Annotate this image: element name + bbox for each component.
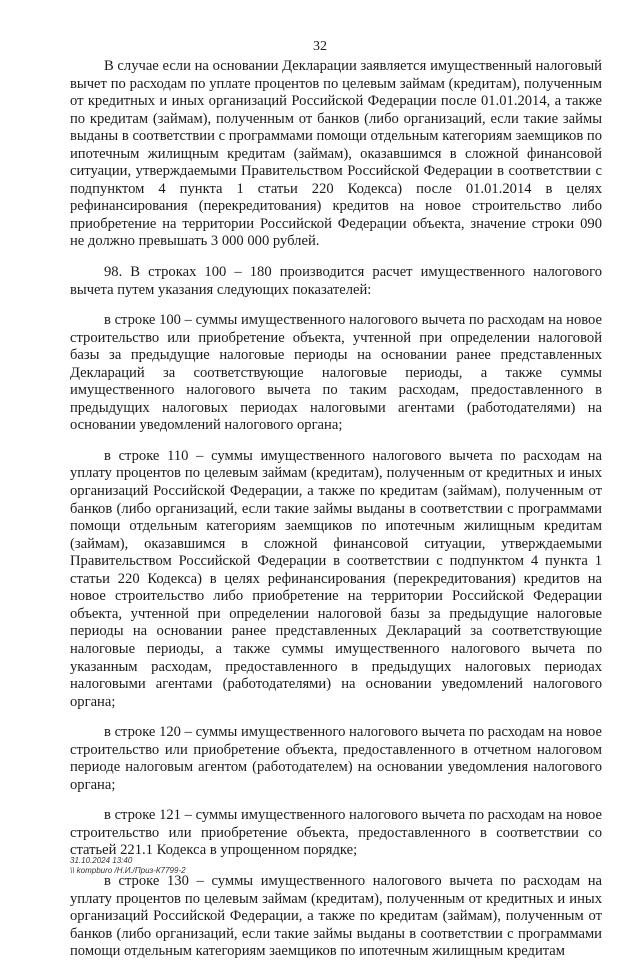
document-body: [70, 58, 602, 961]
footer-file-reference: \\ kompburo /Н.И./Приз-К7799-2: [70, 866, 186, 875]
paragraph-line-100: в строке 100 – суммы имущественного налогового вычета по расходам на новое строительство или приобретение объекта, учтенной при определении налоговой базы за предыдущие налоговые периоды на основании ранее представленных Деклараций за соответствующие налоговые периоды, а также суммы имущественного налогового вычета по таким расходам, предоставленного в предыдущих налоговых периодах налоговыми агентами (работодателями) на основании уведомлений налогового органа;: [70, 312, 602, 434]
footer-timestamp: 31.10.2024 13:40: [70, 856, 133, 865]
paragraph-loan-interest-limit: В случае если на основании Декларации заявляется имущественный налоговый вычет по расходам по уплате процентов по целевым займам (кредитам), полученным от кредитных и иных организаций Российской Федерации после 01.01.2014, а также по кредитам (займам), полученным от банков (либо организаций, если такие займы выданы в соответствии с программами помощи отдельным категориям заемщиков по ипотечным жилищным кредитам (займам), оказавшимся в сложной финансовой ситуации, утверждаемыми Правительством Российской Федерации в соответствии с подпунктом 4 пункта 1 статьи 220 Кодекса) после 01.01.2014 в целях рефинансирования (перекредитования) кредитов на новое строительство либо приобретение на территории Российской Федерации объекта, значение строки 090 не должно превышать 3 000 000 рублей.: [70, 58, 602, 250]
paragraph-line-121: в строке 121 – суммы имущественного налогового вычета по расходам на новое строительство или приобретение объекта, предоставленного в соответствии со статьей 221.1 Кодекса в упрощенном порядке;: [70, 807, 602, 859]
page-number: 32: [313, 39, 327, 54]
paragraph-98-intro: 98. В строках 100 – 180 производится расчет имущественного налогового вычета путем указания следующих показателей:: [70, 264, 602, 298]
paragraph-line-110: в строке 110 – суммы имущественного налогового вычета по расходам на уплату процентов по целевым займам (кредитам), полученным от кредитных и иных организаций Российской Федерации, а также по кредитам (займам), полученным от банков (либо организаций, если такие займы выданы в соответствии с программами помощи отдельным категориям заемщиков по ипотечным жилищным кредитам (займам), оказавшимся в сложной финансовой ситуации, утверждаемыми Правительством Российской Федерации в соответствии с подпунктом 4 пункта 1 статьи 220 Кодекса) в целях рефинансирования (перекредитования) кредитов на новое строительство либо приобретение на территории Российской Федерации объекта, учтенной при определении налоговой базы за предыдущие налоговые периоды на основании ранее представленных Деклараций за соответствующие налоговые периоды, а также суммы имущественного налогового вычета по указанным расходам, предоставленного в предыдущих налоговых периодах налоговыми агентами (работодателями) на основании уведомлений налогового органа;: [70, 447, 602, 710]
document-footer: [70, 856, 186, 876]
paragraph-line-120: в строке 120 – суммы имущественного налогового вычета по расходам на новое строительство или приобретение объекта, предоставленного в отчетном налоговом периоде налоговым агентом (работодателем) на основании уведомления налогового органа;: [70, 724, 602, 793]
paragraph-line-130: в строке 130 – суммы имущественного налогового вычета по расходам на уплату процентов по целевым займам (кредитам), полученным от кредитных и иных организаций Российской Федерации, а также по кредитам (займам), полученным от банков (либо организаций, если такие займы выданы в соответствии с программами помощи отдельным категориям заемщиков по ипотечным жилищным кредитам: [70, 872, 602, 960]
